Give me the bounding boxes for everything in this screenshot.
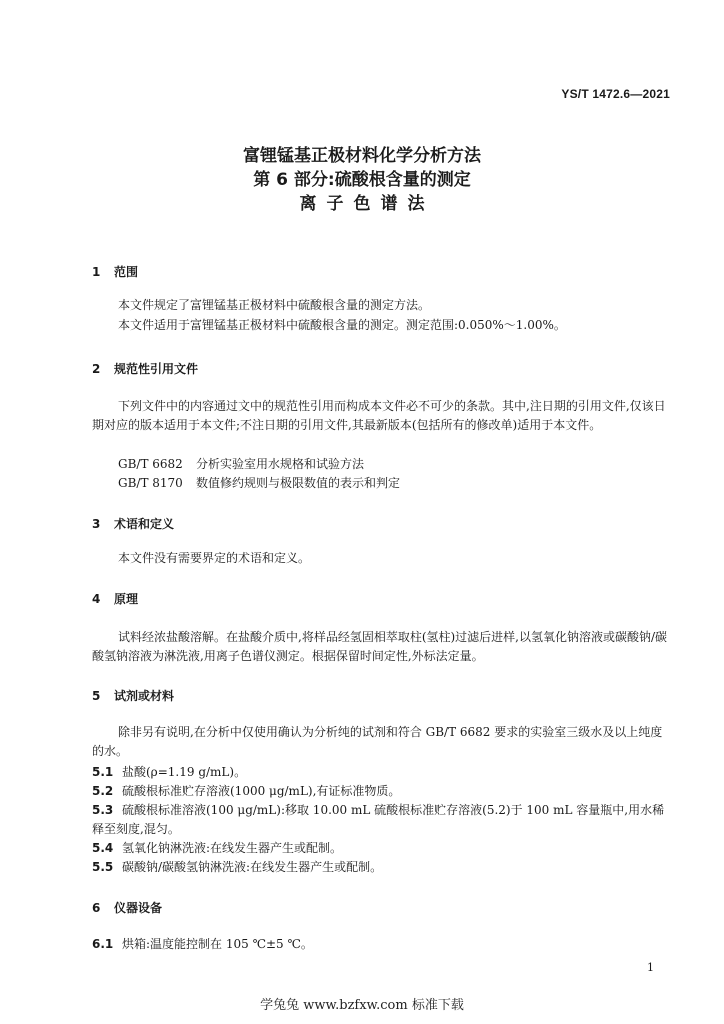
document-title-line-3: 离子色谱法	[299, 194, 435, 214]
section-title: 规范性引用文件	[114, 362, 199, 376]
section-title: 仪器设备	[114, 901, 163, 915]
document-title-line-1: 富锂锰基正极材料化学分析方法	[243, 146, 481, 166]
section-number: 3	[92, 517, 101, 531]
paragraph: 除非另有说明,在分析中仅使用确认为分析纯的试剂和符合 GB/T 6682 要求的实验室三级水及以上纯度的水。	[92, 725, 663, 758]
paragraph: 下列文件中的内容通过文中的规范性引用而构成本文件必不可少的条款。其中,注日期的引用文件,仅该日期对应的版本适用于本文件;不注日期的引用文件,其最新版本(包括所有的修改单)适用于本文件。	[92, 399, 666, 432]
section-number: 4	[92, 592, 101, 606]
item-text: 烘箱:温度能控制在 105 ℃±5 ℃。	[122, 937, 313, 951]
item-text: 氢氧化钠淋洗液:在线发生器产生或配制。	[122, 841, 343, 855]
section-heading-apparatus	[92, 899, 162, 916]
list-item	[92, 935, 674, 954]
paragraph: 本文件适用于富锂锰基正极材料中硫酸根含量的测定。测定范围:0.050%～1.00%。	[118, 318, 566, 332]
reference-code: GB/T 6682	[118, 457, 183, 471]
list-item	[92, 782, 674, 801]
item-number: 5.5	[92, 860, 114, 874]
document-title-line-2: 第 6 部分:硫酸根含量的测定	[253, 170, 471, 190]
item-text: 盐酸(ρ=1.19 g/mL)。	[122, 765, 247, 779]
item-number: 6.1	[92, 937, 114, 951]
section-heading-terms	[92, 515, 174, 532]
section-number: 1	[92, 265, 101, 279]
list-item	[92, 839, 674, 858]
list-item	[92, 763, 674, 782]
standard-number: YS/T 1472.6—2021	[561, 87, 670, 101]
item-number: 5.1	[92, 765, 114, 779]
section-title: 术语和定义	[114, 517, 175, 531]
section-heading-reagents	[92, 687, 174, 704]
item-number: 5.4	[92, 841, 114, 855]
page-number: 1	[647, 961, 654, 974]
item-text: 硫酸根标准贮存溶液(1000 μg/mL),有证标准物质。	[122, 784, 401, 798]
footer-watermark: 学兔兔 www.bzfxw.com 标准下载	[260, 998, 464, 1013]
reference-title: 分析实验室用水规格和试验方法	[196, 457, 365, 471]
list-item	[92, 801, 674, 839]
paragraph: 本文件规定了富锂锰基正极材料中硫酸根含量的测定方法。	[118, 298, 431, 312]
section-title: 试剂或材料	[114, 689, 175, 703]
section-heading-normative-references	[92, 360, 198, 377]
item-text: 碳酸钠/碳酸氢钠淋洗液:在线发生器产生或配制。	[122, 860, 383, 874]
reference-title: 数值修约规则与极限数值的表示和判定	[196, 476, 401, 490]
section-number: 2	[92, 362, 101, 376]
reference-code: GB/T 8170	[118, 476, 183, 490]
section-title: 原理	[114, 592, 139, 606]
reference-item	[118, 474, 400, 491]
list-item	[92, 858, 674, 877]
paragraph: 试料经浓盐酸溶解。在盐酸介质中,将样品经氢固相萃取柱(氢柱)过滤后进样,以氢氧化钠溶液或碳酸钠/碳酸氢钠溶液为淋洗液,用离子色谱仪测定。根据保留时间定性,外标法定量。	[92, 630, 668, 663]
item-number: 5.3	[92, 803, 114, 817]
section-number: 5	[92, 689, 101, 703]
item-number: 5.2	[92, 784, 114, 798]
paragraph: 本文件没有需要界定的术语和定义。	[118, 551, 311, 565]
reference-item	[118, 455, 364, 472]
section-heading-principle	[92, 590, 138, 607]
section-number: 6	[92, 901, 101, 915]
section-heading-scope	[92, 263, 138, 280]
section-title: 范围	[114, 265, 139, 279]
item-text: 硫酸根标准溶液(100 μg/mL):移取 10.00 mL 硫酸根标准贮存溶液(5.2)于 100 mL 容量瓶中,用水稀释至刻度,混匀。	[92, 803, 665, 836]
